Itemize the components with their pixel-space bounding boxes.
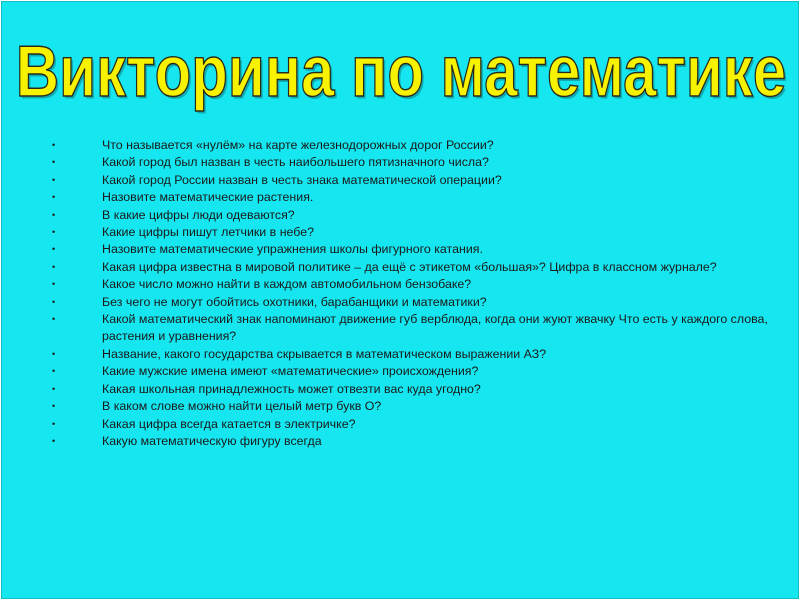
bullet-icon: • bbox=[52, 140, 56, 150]
bullet-icon: • bbox=[52, 348, 56, 359]
list-item bbox=[50, 311, 770, 346]
question-text: Название, какого государства скрывается в математическом выражении АЗ? bbox=[102, 346, 547, 361]
list-item bbox=[50, 259, 770, 276]
question-text: Какая школьная принадлежность может отвезти вас куда угодно? bbox=[102, 381, 481, 396]
list-item bbox=[50, 294, 770, 311]
list-item bbox=[50, 137, 770, 154]
slide bbox=[1, 1, 799, 599]
list-item bbox=[50, 207, 770, 224]
question-text: Какой математический знак напоминают движение губ верблюда, когда они жуют жвачку Что есть у каждого слова, растения и уравнения? bbox=[102, 312, 768, 344]
list-item bbox=[50, 276, 770, 293]
question-text: Что называется «нулём» на карте железнодорожных дорог России? bbox=[102, 138, 494, 152]
bullet-icon: • bbox=[52, 261, 56, 272]
bullet-icon: • bbox=[52, 157, 56, 168]
bullet-icon: • bbox=[52, 401, 56, 412]
list-item bbox=[50, 381, 770, 398]
list-item bbox=[50, 241, 770, 258]
bullet-icon: • bbox=[52, 383, 56, 394]
question-text: Какие цифры пишут летчики в небе? bbox=[102, 225, 315, 240]
bullet-icon: • bbox=[52, 314, 56, 325]
bullet-icon: • bbox=[52, 296, 56, 307]
list-item bbox=[50, 189, 770, 206]
list-item bbox=[50, 363, 770, 380]
bullet-icon: • bbox=[52, 435, 56, 446]
question-text: Назовите математические упражнения школы фигурного катания. bbox=[102, 242, 483, 257]
question-text: Какой город России назван в честь знака математической операции? bbox=[102, 172, 502, 187]
list-item bbox=[50, 224, 770, 241]
list-item bbox=[50, 398, 770, 415]
question-text: Назовите математические растения. bbox=[102, 190, 314, 205]
bullet-icon: • bbox=[52, 174, 56, 185]
slide-title: Викторина по математике bbox=[15, 31, 787, 112]
bullet-icon: • bbox=[52, 366, 56, 377]
bullet-icon: • bbox=[52, 244, 56, 255]
question-list bbox=[50, 137, 770, 450]
bullet-icon: • bbox=[52, 192, 56, 203]
list-item bbox=[50, 433, 770, 450]
list-item bbox=[50, 172, 770, 189]
list-item bbox=[50, 154, 770, 171]
bullet-icon: • bbox=[52, 209, 56, 220]
bullet-icon: • bbox=[52, 418, 56, 429]
question-text: В какие цифры люди одеваются? bbox=[102, 207, 295, 222]
question-text: Какая цифра известна в мировой политике – да ещё с этикетом «большая»? Цифра в классном журнале? bbox=[102, 259, 717, 274]
question-text: В каком слове можно найти целый метр букв О? bbox=[102, 399, 382, 414]
bullet-icon: • bbox=[52, 279, 56, 290]
question-text: Какие мужские имена имеют «математические» происхождения? bbox=[102, 364, 479, 379]
question-text: Какая цифра всегда катается в электричке? bbox=[102, 416, 356, 431]
question-text: Какую математическую фигуру всегда bbox=[102, 433, 322, 448]
list-item bbox=[50, 346, 770, 363]
list-item bbox=[50, 416, 770, 433]
question-text: Какой город был назван в честь наибольшего пятизначного числа? bbox=[102, 155, 489, 170]
bullet-icon: • bbox=[52, 227, 56, 238]
question-text: Без чего не могут обойтись охотники, барабанщики и математики? bbox=[102, 294, 487, 309]
question-text: Какое число можно найти в каждом автомобильном бензобаке? bbox=[102, 277, 472, 292]
